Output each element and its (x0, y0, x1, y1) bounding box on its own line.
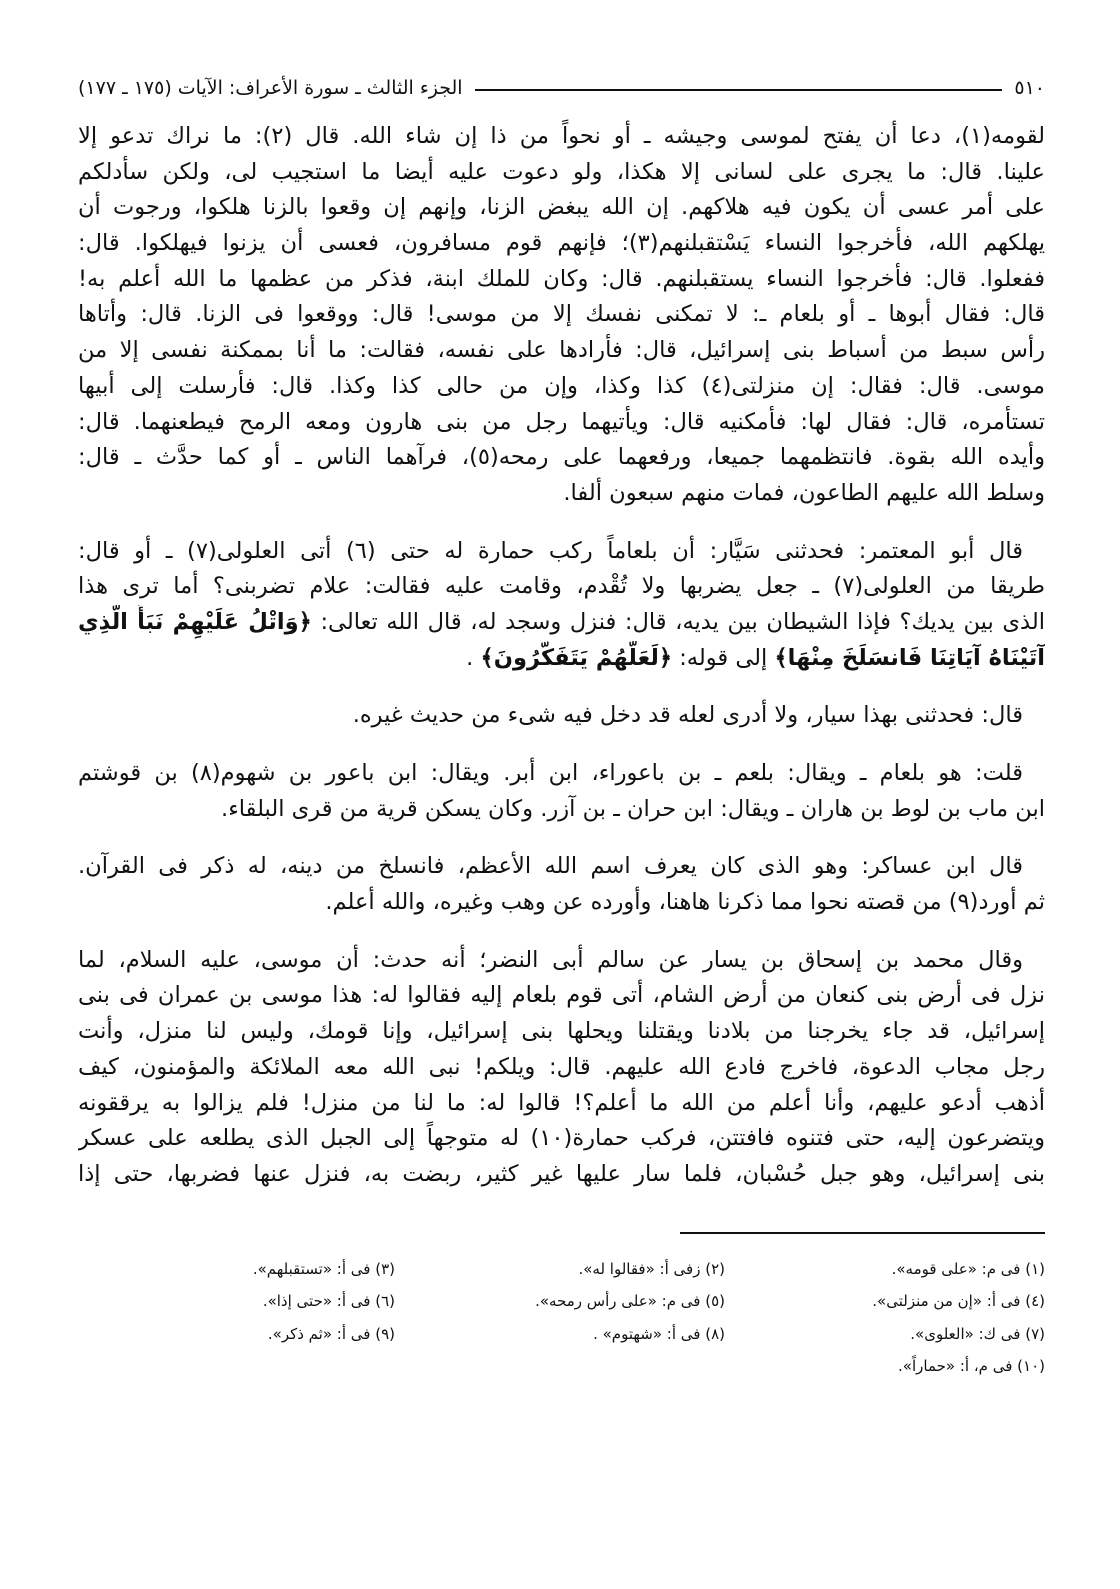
footnote: (٧) فى ك: «العلوى». (910, 1324, 1045, 1343)
paragraph (78, 756, 1045, 827)
footnote: (٦) فى أ: «حتى إذا». (262, 1292, 395, 1311)
text-line: أذهب أدعو عليهم، وأنا أعلم من الله ما أعلم؟! قالوا له: ما لنا من منزل! فلم يزالوا به يرققونه (78, 1089, 1045, 1116)
paragraph (78, 849, 1045, 920)
text-line: طريقا من العلولى(٧) ـ جعل يضربها ولا تُقْدم، وقامت عليه فقالت: علام تضربنى؟ أما ترى هذا (78, 573, 1045, 600)
footnote: (٨) فى أ: «شهتوم» . (593, 1324, 725, 1343)
text-line: موسى. قال: فقال: إن منزلتى(٤) كذا وكذا، وإن من حالى كذا وكذا. قال: فأرسلت إلى أبيها (78, 372, 1045, 399)
footnote: (٩) فى أ: «ثم ذكر». (267, 1324, 395, 1343)
text-line: قال: فحدثنى بهذا سيار، ولا أدرى لعله قد دخل فيه شىء من حديث غيره. (352, 702, 1023, 729)
text-line (78, 605, 1045, 641)
text-line: رأس سبط من أسباط بنى إسرائيل، قال: فأرادها على نفسه، فقالت: ما أنا بممكنة نفسى إلا من (78, 337, 1045, 364)
text-line: علينا. قال: ما يجرى على لسانى إلا هكذا، ولو دعوت عليه أيضا ما استجيب لى، ولكن سأدلكم (78, 158, 1045, 185)
text-line: قال أبو المعتمر: فحدثنى سَيَّار: أن بلعاماً ركب حمارة له حتى (٦) أتى العلولى(٧) ـ أو قال: (78, 537, 1023, 564)
text-line: ففعلوا. قال: فأخرجوا النساء يستقبلنهم. قال: وكان للملك ابنة، فذكر من عظمها ما الله أعلم به! (78, 265, 1045, 292)
running-title: الجزء الثالث ـ سورة الأعراف: الآيات (١٧٥ ـ ١٧٧) (78, 77, 463, 99)
running-header (78, 70, 1045, 106)
text-line: تستأمره، قال: فقال لها: فأمكنيه قال: ويأتيهما رجل من بنى هارون ومعه الرمح فيطعنهما. قال: (78, 408, 1045, 435)
text-line: نزل فى أرض بنى كنعان من أرض الشام، أتى قوم بلعام إليه فقالوا له: هذا موسى بن عمران فى بنى (78, 982, 1045, 1009)
text-line: ويتضرعون إليه، حتى فتنوه فافتتن، فركب حمارة(١٠) له متوجهاً إلى الجبل الذى يطلعه على عسكر (78, 1125, 1045, 1152)
text-line: على أمر عسى أن يكون فيه هلاكهم. إن الله يبغض الزنا، وإنهم إن وقعوا بالزنا هلكوا، ورجوت أن (78, 194, 1045, 221)
text-line: بنى إسرائيل، وهو جبل حُسْبان، فلما سار عليها غير كثير، ربضت به، فنزل عنها فضربها، حتى إذا (78, 1160, 1045, 1187)
header-rule (475, 89, 1003, 91)
footnote: (٥) فى م: «على رأس رمحه». (535, 1292, 725, 1311)
footnotes (78, 1253, 1045, 1382)
quran-verse: ﴿وَاتْلُ عَلَيْهِمْ نَبَأَ الَّذِي (78, 608, 312, 635)
paragraph (78, 534, 1045, 677)
footnote: (٣) فى أ: «تستقبلهم». (252, 1260, 395, 1278)
text-line: قال: فقال أبوها ـ أو بلعام ـ: لا تمكنى نفسك إلا من موسى! قال: ووقعوا فى الزنا. قال: وأتاها (78, 301, 1045, 328)
text-line: ابن ماب بن لوط بن هاران ـ ويقال: ابن حران ـ بن آزر. وكان يسكن قرية من قرى البلقاء. (221, 795, 1045, 822)
paragraph (78, 943, 1045, 1193)
body-text (78, 119, 1045, 1193)
text-segment: . (466, 644, 481, 671)
text-line: قال ابن عساكر: وهو الذى كان يعرف اسم الله الأعظم، فانسلخ من دينه، له ذكر فى القرآن. (78, 853, 1023, 880)
paragraph (78, 119, 1045, 512)
quran-verse: آتَيْنَاهُ آيَاتِنَا فَانسَلَخَ مِنْهَا﴾ (774, 644, 1045, 671)
text-line: قلت: هو بلعام ـ ويقال: بلعم ـ بن باعوراء، ابن أبر. ويقال: ابن باعور بن شهوم(٨) بن قوشتم (78, 760, 1023, 786)
footnote: (٢) زفى أ: «فقالوا له». (578, 1260, 725, 1278)
text-line: وسلط الله عليهم الطاعون، فمات منهم سبعون ألفا. (563, 479, 1045, 506)
quran-verse: ﴿لَعَلَّهُمْ يَتَفَكَّرُونَ﴾ (480, 644, 673, 671)
text-line: وقال محمد بن إسحاق بن يسار عن سالم أبى النضر؛ أنه حدث: أن موسى، عليه السلام، لما (78, 946, 1023, 973)
footnote: (١٠) فى م، أ: «حماراً». (898, 1356, 1045, 1375)
text-line: ثم أورد(٩) من قصته نحوا مما ذكرنا هاهنا، وأورده عن وهب وغيره، والله أعلم. (325, 889, 1045, 916)
text-segment: إلى قوله: (672, 644, 775, 671)
text-line (78, 641, 1045, 677)
text-line: رجل مجاب الدعوة، فاخرج فادع الله عليهم. قال: ويلكم! نبى الله معه الملائكة والمؤمنون، كيف (78, 1053, 1045, 1080)
text-line: إسرائيل، قد جاء يخرجنا من بلادنا ويقتلنا ويحلها بنى إسرائيل، وإنا قومك، وليس لنا منزل، وأنت (78, 1018, 1045, 1045)
page-number: ٥١٠ (1014, 77, 1045, 99)
paragraph (78, 698, 1045, 734)
footnote-separator (680, 1232, 1045, 1234)
footnote: (٤) فى أ: «إن من منزلتى». (872, 1292, 1045, 1311)
footnote: (١) فى م: «على قومه». (891, 1260, 1045, 1278)
text-line: يهلكهم الله، فأخرجوا النساء يَسْتقبلنهم(٣)؛ فإنهم قوم مسافرون، فعسى أن يزنوا فيهلكوا. قال: (78, 230, 1045, 257)
text-segment: الذى بين يديك؟ فإذا الشيطان بين يديه، قال: فنزل وسجد له، قال الله تعالى: (311, 608, 1045, 635)
text-line: لقومه(١)، دعا أن يفتح لموسى وجيشه ـ أو نحواً من ذا إن شاء الله. قال (٢): ما نراك تدعو إلا (78, 123, 1045, 149)
text-line: وأيده الله بقوة. فانتظمهما جميعا، ورفعهما على رمحه(٥)، فرآهما الناس ـ أو كما حدَّث ـ قال: (78, 444, 1045, 471)
